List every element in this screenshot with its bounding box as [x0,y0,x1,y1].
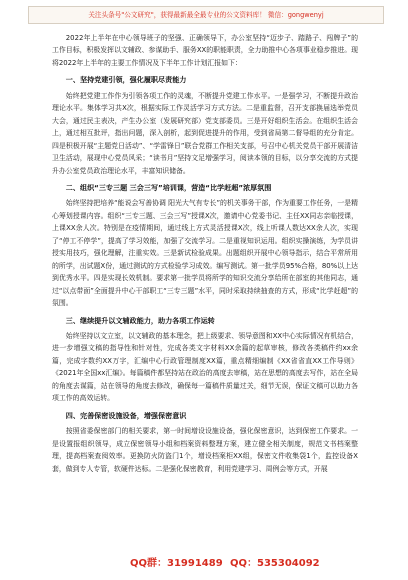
body-paragraph: 始终坚持把培养“能说会写善协调 阳光大气有专长”的机关事务干部，作为重要工作任务，一是精心筹划授课内容。组织“三专三题、三会三写”授课X次，邀请中心党委书记、主任XX同志亲临授课，上课XX余人次。特别是在疫情期间，通过线上方式灵活授课X次，线上听课人数达XX余人次，实现了“停工不停学”，提高了学习效能，加强了交流学习。二是重视知识运用。组织实操演练，为学员讲授实用技巧，强化理解，注重实效。三是新试检验成果。出题组织开展中心领导指示，结合平常所用的所学，出试题X份，通过测试的方式检验学习成效。编写测试。第一批学员95%合格，80%以上达到优秀水平。四是实现长效机制。要求第一批学员将所学的知识交流分享给所在部室的其他同志，通过“以点带面”全面提升中心干部职工“三专三题”水平，同时采取持续抽查的方式，形成“比学赶超”的氛围。 [52,199,358,308]
body-paragraph: 2022年上半年在中心领导班子的坚强、正确领导下，办公室坚持“迈步子、踏路子、闯牌子”的工作目标，积极发挥以文辅政、参谋助手、服务XX的职能职责，全力助推中心各项事业稳步推进。现将2022年上半年的主要工作情况及下半年工作计划汇报如下： [52,34,358,67]
body-paragraph: 始终坚持以文立室，以文辅政的基本理念，把上级要求、领导意图和XX中心实际情况有机结合，进一步增强文稿的指导性和针对性，完成各类文字材料XX余篇的起草审核，修改各类稿件约xx余篇，完成字数约XX万字，汇编中心行政管理制度XX篇，重点精细编制《XX省省直XX工作导则》《2021年全国xx汇编》。每篇稿件都坚持站在政治的高度去审稿，站在思想的高度去写作，站在全局的角度去谋篇，站在领导的角度去修改，确保每一篇稿件质量过关，细节无误，保证文稿可以助力各项工作的高效运转。 [52,331,358,403]
body-paragraph: 始终把党建工作作为引领各项工作的灵魂，不断提升党建工作水平。一是强学习，不断提升政治理论水平。集体学习共X次，根据实际工作灵活学习方式方法。二是重监督，召开支部换届选举党员大会，通过民主表决，产生办公室（发展研究部）党支部委员。三是开好组织生活会。在组织生活会上，通过相互批评，指出问题，深入剖析，起到促进提升的作用，受到省局第二督导组的充分肯定。四是积极开展“主题党日活动”、“学雷锋日”联合党群工作相关支部，号召中心机关党员干部开展清洁卫生活动，展现中心党员风采；“读书月”坚持文足增强学习，阅读本领的目标，以分享交流的方式提升办公室党员政治理论水平，丰富知识储备。 [52,91,358,175]
section-heading: 二、组织“三专三题 三会三写”培训课，营造“比学赶超”浓厚氛围 [65,182,272,192]
document-body [52,32,358,475]
body-paragraph: 按照省委保密部门的相关要求，第一时间增设设施设备，强化保密意识，达到保密工作要求。一是设置报组织领导，成立保密领导小组和档案资料整理方案，建立健全相关制度，规范文书档案整理，提高档案查阅效率。更换防火防盗门1个，增设档案柜XX组，保密文件收集袋1个，监控设备X套，做到专人专管，软硬件达标。二是强化保密教育，利用党建学习、周例会等方式，开展 [52,427,358,473]
section-heading: 四、完善保密设施设备，增强保密意识 [65,410,187,420]
section-heading: 三、继续提升以文辅政能力，助力各项工作运转 [65,315,215,325]
footer-qq-group: QQ群：31991489 [130,558,223,569]
footer-qq: QQ：535304092 [230,558,320,569]
footer-contact [0,554,408,570]
header-banner: 关注头条号"公文研究"，获得最新最全最专业的公文资料库！ 微信：gongwenyj [28,6,384,24]
section-heading: 一、坚持党建引领，强化履职尽责能力 [65,75,187,85]
